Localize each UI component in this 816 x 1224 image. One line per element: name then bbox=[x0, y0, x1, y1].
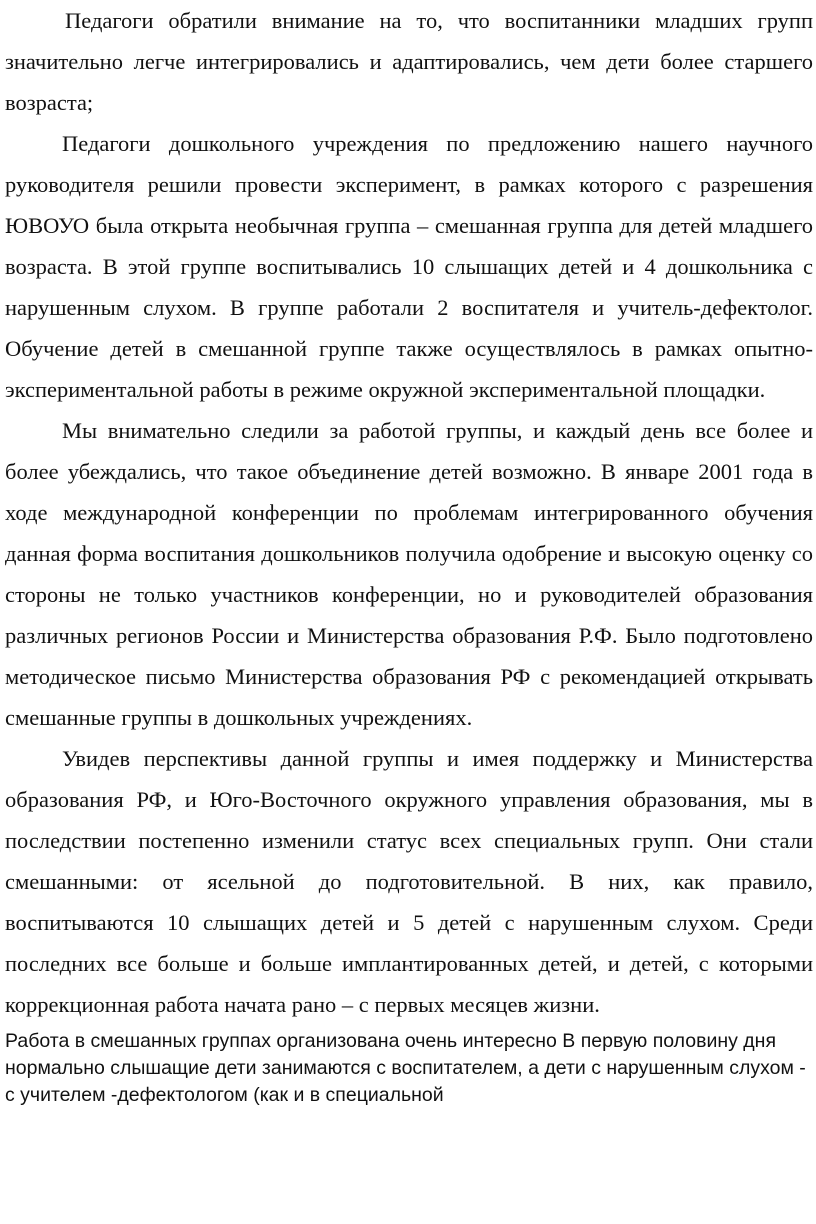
paragraph-4: Увидев перспективы данной группы и имея поддержку и Министерства образования РФ, и Юго-Восточного окружного управления образования, мы в последствии постепенно изменили статус всех специальных групп. Они стали смешанными: от ясельной до подготовительной. В них, как правило, воспитываются 10 слышащих детей и 5 детей с нарушенным слухом. Среди последних все больше и больше имплантированных детей, и детей, с которыми коррекционная работа начата рано – с первых месяцев жизни. bbox=[5, 746, 813, 1017]
document-page bbox=[5, 0, 813, 1109]
paragraph-1: Педагоги обратили внимание на то, что воспитанники младших групп значительно легче интегрировались и адаптировались, чем дети более старшего возраста; bbox=[5, 8, 813, 115]
paragraph-2: Педагоги дошкольного учреждения по предложению нашего научного руководителя решили провести эксперимент, в рамках которого с разрешения ЮВОУО была открыта необычная группа – смешанная группа для детей младшего возраста. В этой группе воспитывались 10 слышащих детей и 4 дошкольника с нарушенным слухом. В группе работали 2 воспитателя и учитель-дефектолог. Обучение детей в смешанной группе также осуществлялось в рамках опытно-экспериментальной работы в режиме окружной экспериментальной площадки. bbox=[5, 131, 813, 402]
paragraph-5: Работа в смешанных группах организована очень интересно В первую половину дня нормально слышащие дети занимаются с воспитателем, а дети с нарушенным слухом - с учителем -дефектологом (как и в специальной bbox=[5, 1030, 806, 1106]
paragraph-3: Мы внимательно следили за работой группы, и каждый день все более и более убеждались, что такое объединение детей возможно. В январе 2001 года в ходе международной конференции по проблемам интегрированного обучения данная форма воспитания дошкольников получила одобрение и высокую оценку со стороны не только участников конференции, но и руководителей образования различных регионов России и Министерства образования Р.Ф. Было подготовлено методическое письмо Министерства образования РФ с рекомендацией открывать смешанные группы в дошкольных учреждениях. bbox=[5, 418, 813, 730]
